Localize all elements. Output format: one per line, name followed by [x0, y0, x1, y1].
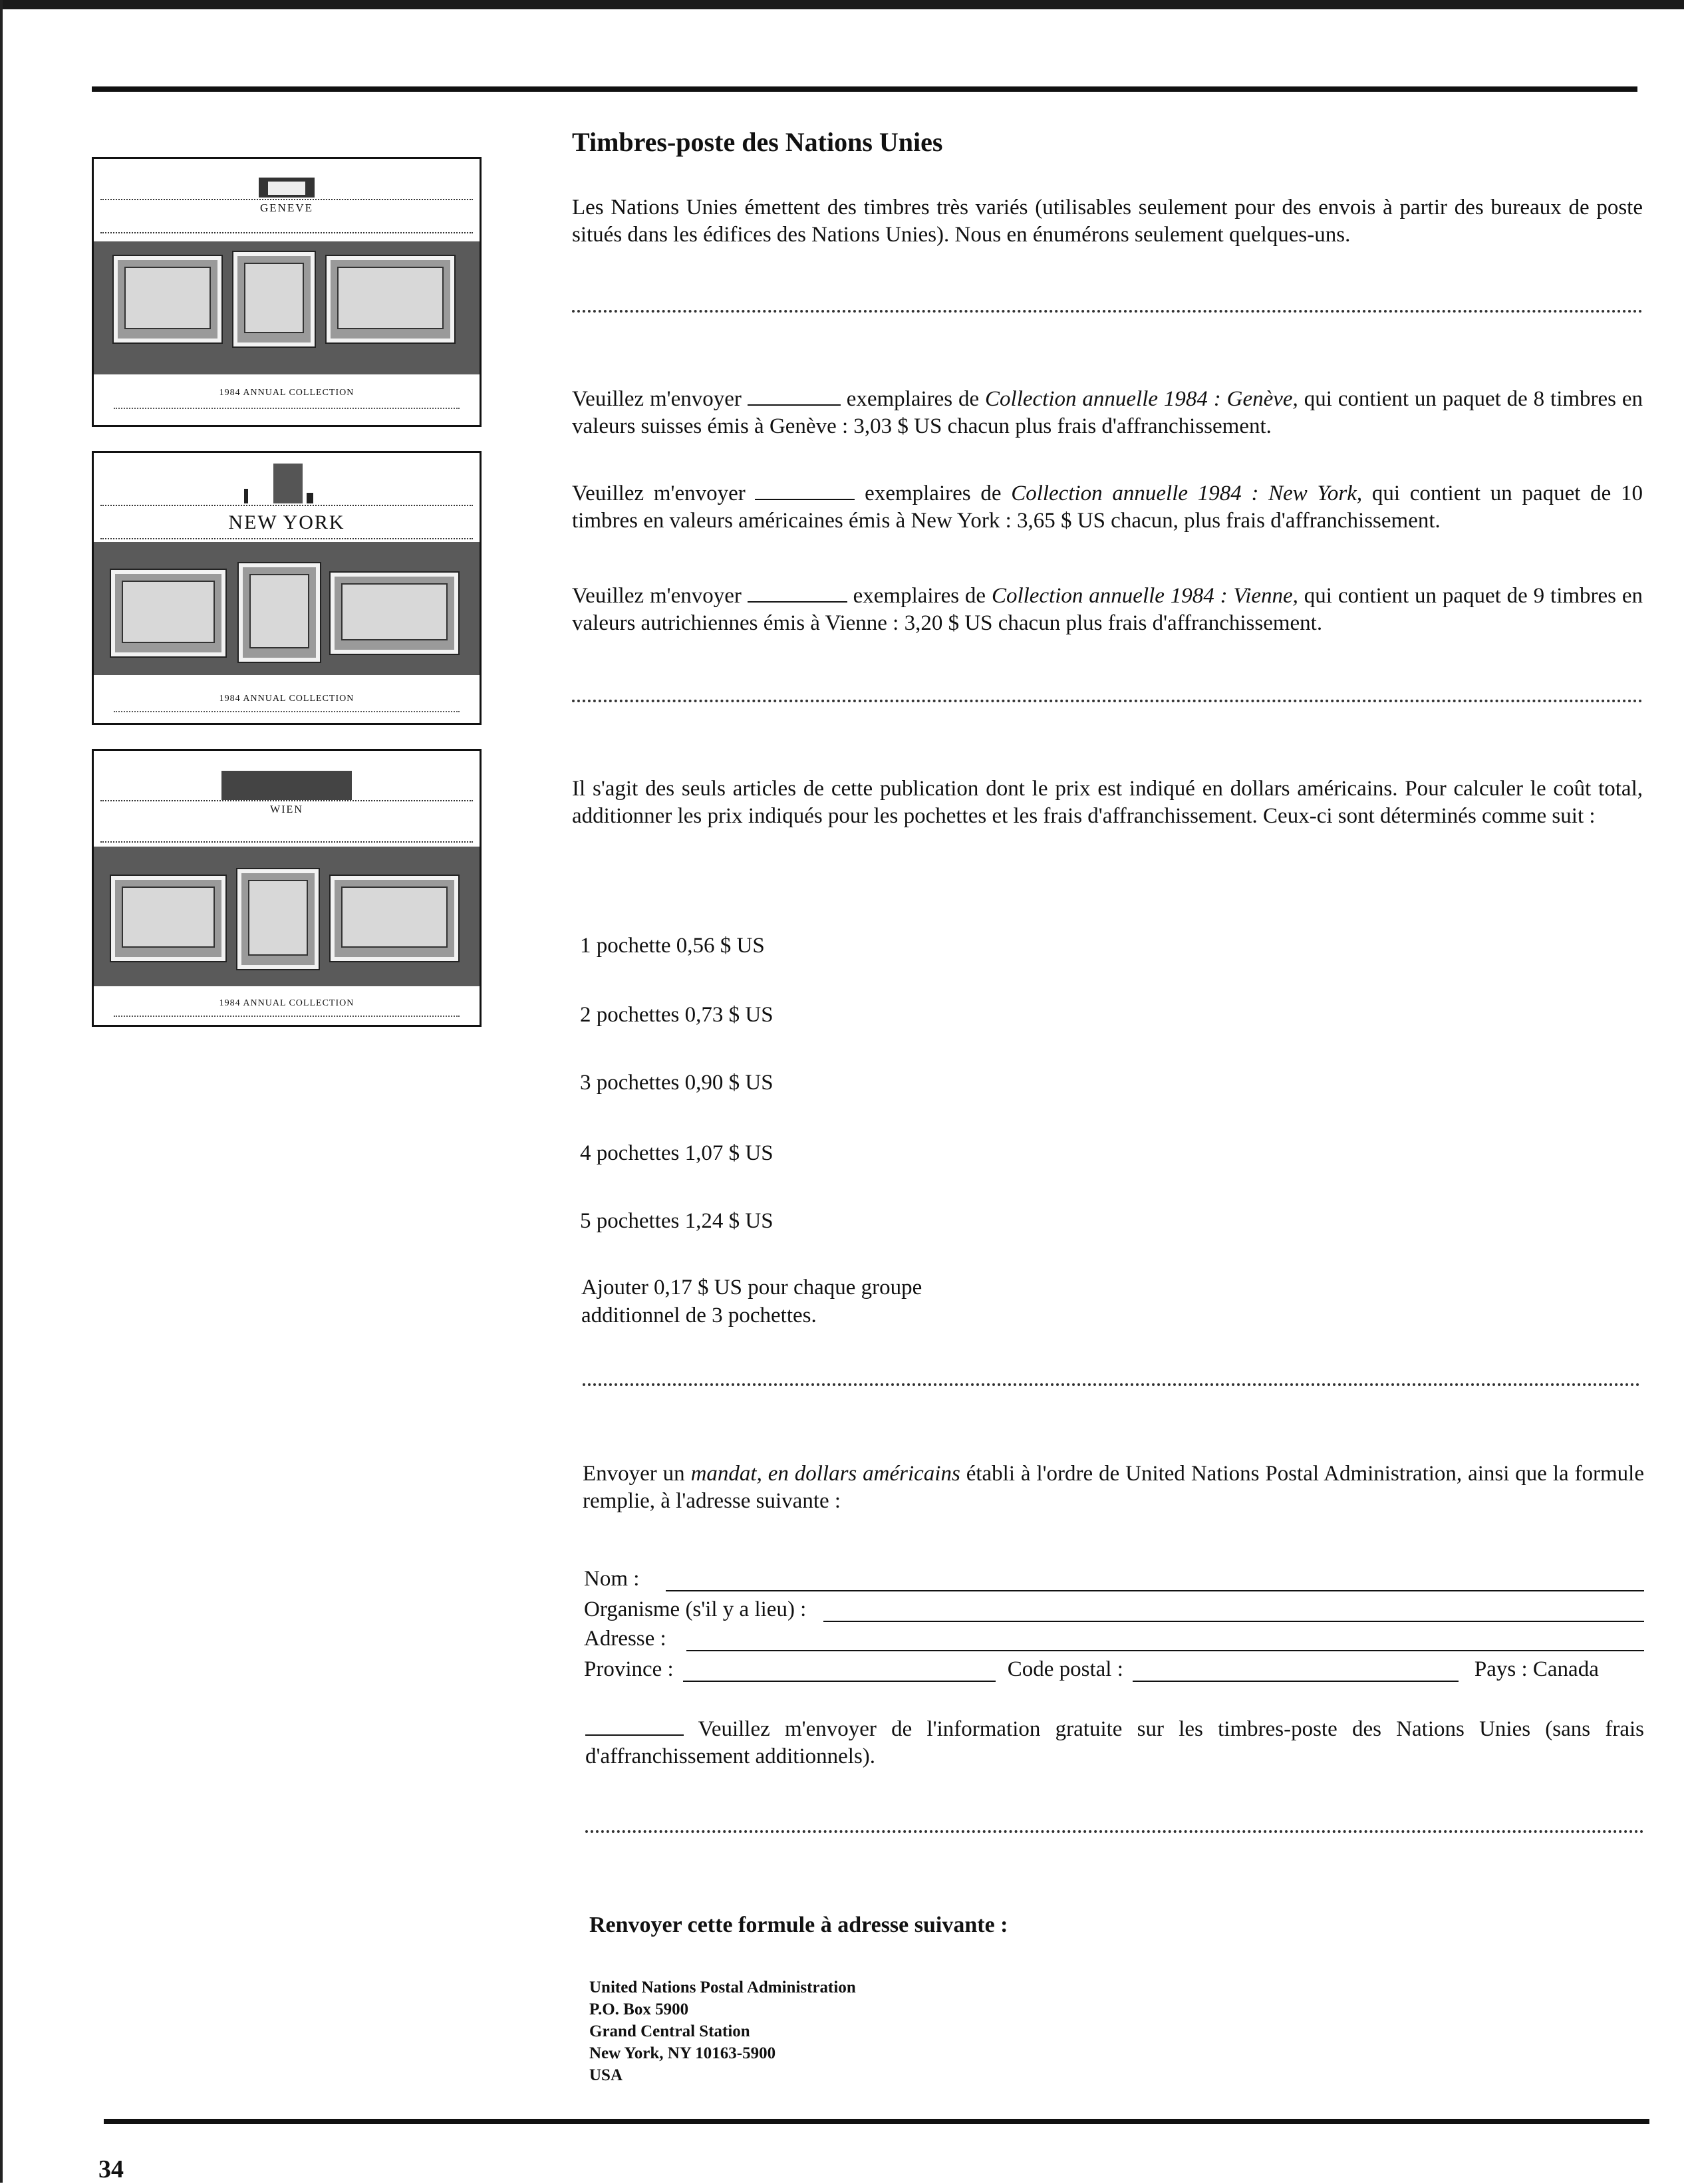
- stamp-figures: [331, 876, 458, 961]
- postage-row: 4 pochettes 1,07 $ US: [580, 1141, 773, 1165]
- panel-city-label: NEW YORK: [228, 511, 345, 533]
- dotted-separator: [572, 310, 1643, 313]
- postage-extra-line-1: Ajouter 0,17 $ US pour chaque groupe: [581, 1276, 922, 1299]
- stamp-landscape: [111, 876, 225, 961]
- province-postal-row: Province : Code postal : Pays : Canada: [584, 1657, 1599, 1681]
- dotted-separator: [585, 1830, 1644, 1833]
- top-rule: [92, 86, 1637, 92]
- panel-city-label: GENEVE: [260, 202, 313, 214]
- vienna-skyline-icon: [221, 771, 352, 800]
- stamp-figures: [331, 573, 458, 654]
- address-field[interactable]: [686, 1631, 1644, 1651]
- order-geneva: Veuillez m'envoyer exemplaires de Collection annuelle 1984 : Genève, qui contient un paquet de 8 timbres en valeurs suisses émis à Genève : 3,03 $ US chacun plus frais d'affranchissement.: [572, 387, 1643, 438]
- new-york-collection-image: [92, 451, 482, 725]
- bottom-rule: [104, 2119, 1649, 2124]
- quantity-field-vienna[interactable]: [748, 601, 847, 603]
- order-vienna: Veuillez m'envoyer exemplaires de Collection annuelle 1984 : Vienne, qui contient un paquet de 9 timbres en valeurs autrichiennes émis à Vienne : 3,20 $ US chacun plus frais d'affranchissement.: [572, 584, 1643, 635]
- postage-row: 3 pochettes 0,90 $ US: [580, 1071, 773, 1095]
- stamp-portrait: [237, 869, 319, 969]
- return-heading: Renvoyer cette formule à adresse suivante :: [589, 1913, 1008, 1937]
- panel-footer-label: 1984 ANNUAL COLLECTION: [219, 998, 354, 1008]
- stamp-figures: [327, 256, 454, 342]
- dotted-separator: [583, 1383, 1640, 1386]
- scan-top-edge: [0, 0, 1684, 9]
- quantity-field-geneva[interactable]: [748, 404, 841, 406]
- pricing-note: Il s'agit des seuls articles de cette publication dont le prix est indiqué en dollars américains. Pour calculer le coût total, additionner les prix indiqués pour les pochettes et les frais d'affranchissement. Ceux-ci sont déterminés comme suit :: [572, 777, 1643, 828]
- payment-instructions: Envoyer un mandat, en dollars américains établi à l'ordre de United Nations Postal Administration, ainsi que la formule remplie, à l'adresse suivante :: [583, 1462, 1644, 1513]
- scan-left-edge: [0, 0, 3, 2183]
- panel-footer-label: 1984 ANNUAL COLLECTION: [219, 694, 354, 704]
- panel-city-label: WIEN: [270, 804, 303, 815]
- stamp-portrait: [239, 563, 320, 662]
- un-building-icon: [273, 464, 303, 503]
- name-field-row: Nom :: [584, 1567, 1644, 1591]
- dotted-separator: [572, 700, 1643, 702]
- info-request: Veuillez m'envoyer de l'information gratuite sur les timbres-poste des Nations Unies (sans frais d'affranchissement additionnels).: [585, 1717, 1644, 1768]
- stamp-landscape: [114, 256, 221, 342]
- stamp-landscape: [111, 570, 225, 656]
- postage-row: 5 pochettes 1,24 $ US: [580, 1209, 773, 1233]
- panel-footer-label: 1984 ANNUAL COLLECTION: [219, 388, 354, 398]
- address-field-row: Adresse :: [584, 1627, 1644, 1651]
- info-request-checkmark-field[interactable]: [585, 1734, 684, 1736]
- intro-paragraph: Les Nations Unies émettent des timbres très variés (utilisables seulement pour des envois à partir des bureaux de poste situés dans les édifices des Nations Unies). Nous en énumérons seulement quelques-uns.: [572, 196, 1643, 247]
- organization-field-row: Organisme (s'il y a lieu) :: [584, 1597, 1644, 1622]
- postage-row: 2 pochettes 0,73 $ US: [580, 1003, 773, 1027]
- postal-code-field[interactable]: [1133, 1662, 1459, 1682]
- name-field[interactable]: [666, 1571, 1644, 1591]
- stamp-portrait: [233, 252, 315, 346]
- return-address: United Nations Postal Administration P.O. Box 5900 Grand Central Station New York, NY 10163-5900 USA: [589, 1979, 856, 2084]
- vienna-collection-image: [92, 749, 482, 1027]
- organization-field[interactable]: [823, 1602, 1644, 1622]
- geneva-collection-image: [92, 157, 482, 427]
- page-title: Timbres-poste des Nations Unies: [572, 127, 943, 157]
- order-new-york: Veuillez m'envoyer exemplaires de Collection annuelle 1984 : New York, qui contient un paquet de 10 timbres en valeurs américaines émis à New York : 3,65 $ US chacun, plus frais d'affranchissement.: [572, 481, 1643, 533]
- quantity-field-new-york[interactable]: [755, 499, 855, 500]
- province-field[interactable]: [683, 1662, 996, 1682]
- postage-row: 1 pochette 0,56 $ US: [580, 934, 765, 958]
- page-number: 34: [98, 2155, 124, 2183]
- postage-extra-line-2: additionnel de 3 pochettes.: [581, 1303, 817, 1327]
